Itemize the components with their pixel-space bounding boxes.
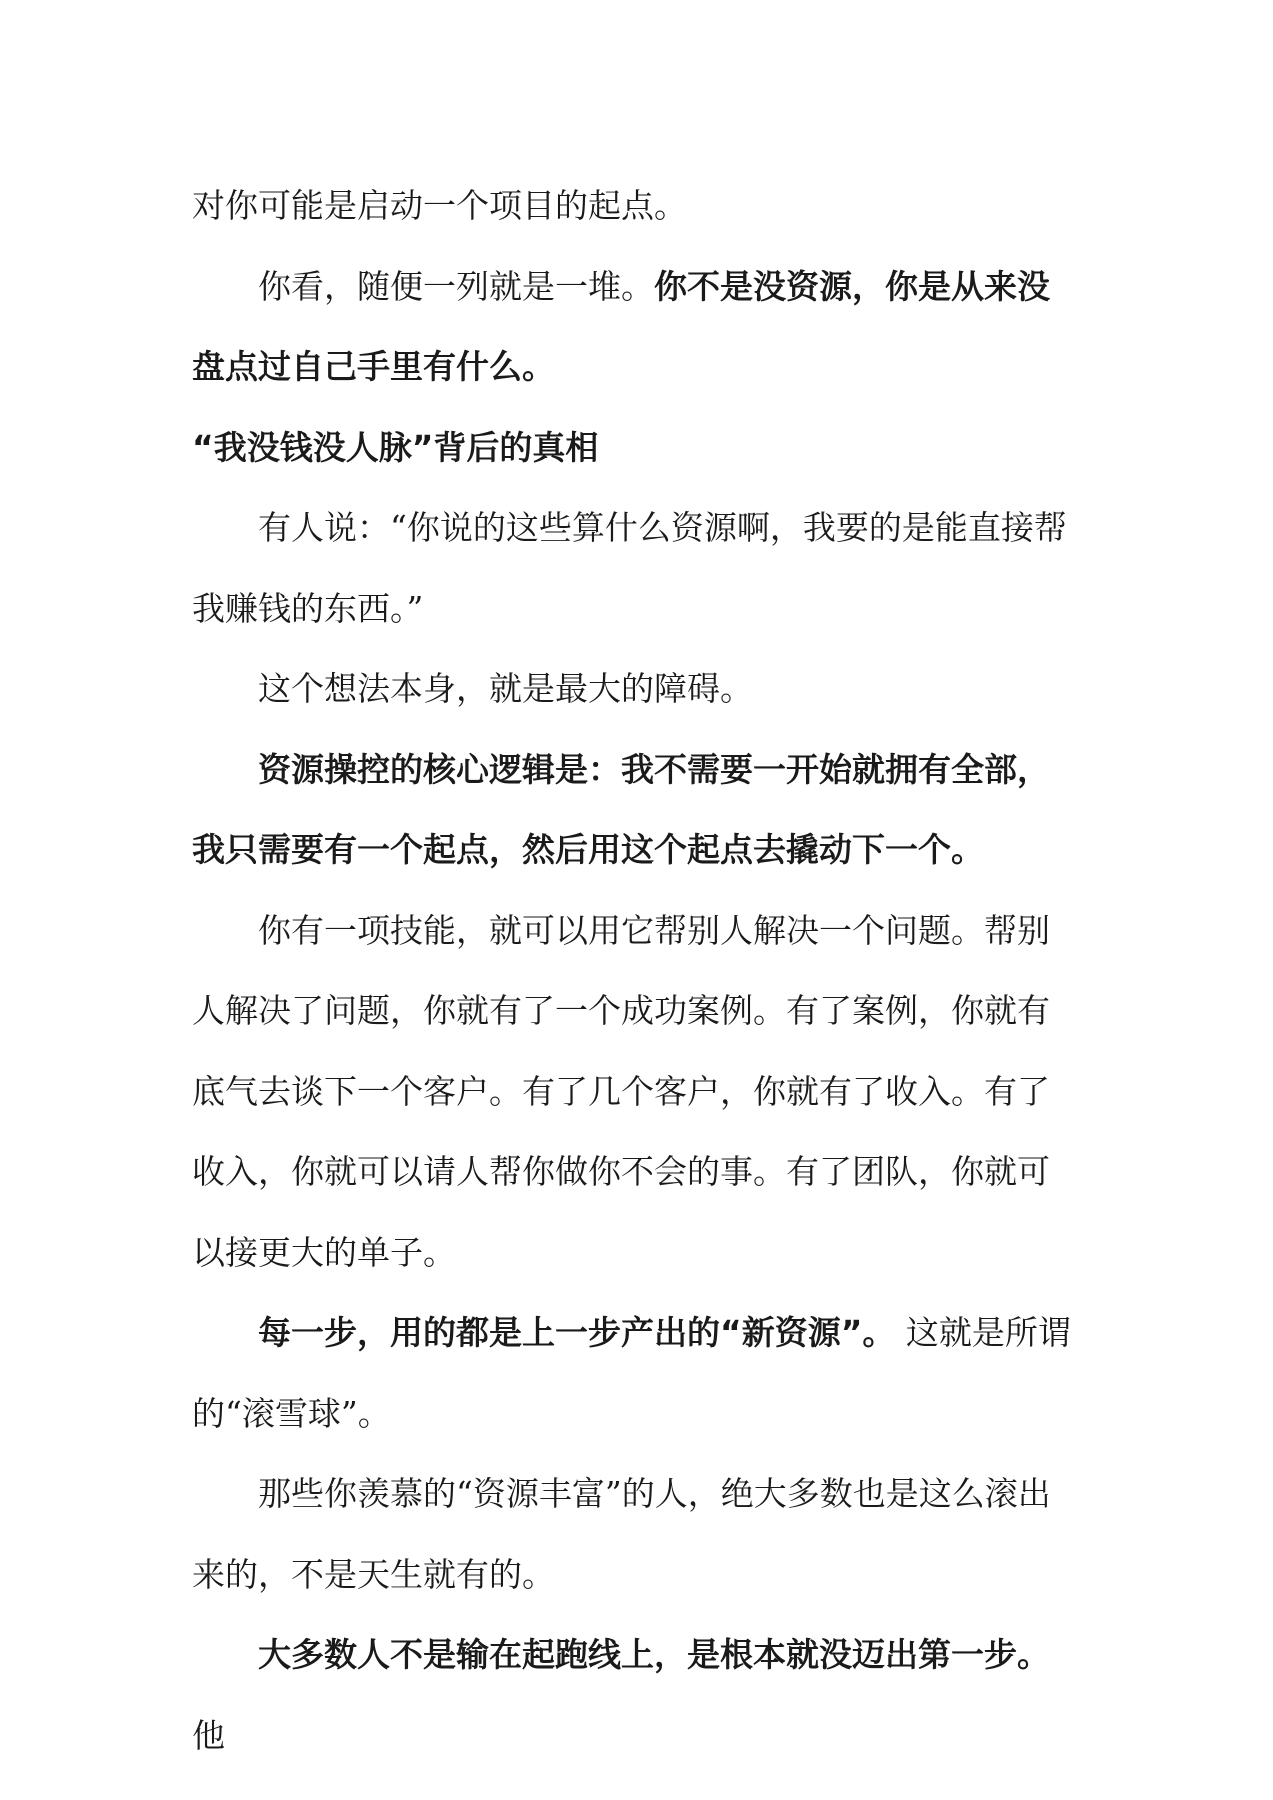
paragraph-inventory bbox=[192, 247, 1082, 408]
paragraph-core-logic bbox=[192, 730, 1082, 891]
paragraph-chain bbox=[192, 891, 1082, 1294]
paragraph-text: 这就是所谓的“滚雪球”。 bbox=[192, 1313, 1071, 1433]
section-heading bbox=[192, 408, 1082, 489]
paragraph-snowball bbox=[192, 1293, 1082, 1454]
paragraph-text: 你有一项技能，就可以用它帮别人解决一个问题。帮别人解决了问题，你就有了一个成功案例。有了案例，你就有底气去谈下一个客户。有了几个客户，你就有了收入。有了收入，你就可以请人帮你做你不会的事。有了团队，你就可以接更大的单子。 bbox=[192, 910, 1050, 1272]
paragraph-text: 你看，随便一列就是一堆。 bbox=[258, 266, 654, 306]
paragraph-text: 那些你羡慕的“资源丰富”的人，绝大多数也是这么滚出来的，不是天生就有的。 bbox=[192, 1474, 1051, 1594]
paragraph-start-point bbox=[192, 166, 1082, 247]
paragraph-obstacle bbox=[192, 649, 1082, 730]
paragraph-text: 这个想法本身，就是最大的障碍。 bbox=[258, 669, 753, 708]
heading-text: “我没钱没人脉”背后的真相 bbox=[192, 427, 599, 467]
paragraph-text: 对你可能是启动一个项目的起点。 bbox=[192, 186, 687, 225]
paragraph-quote bbox=[192, 488, 1082, 649]
paragraph-text: 有人说：“你说的这些算什么资源啊，我要的是能直接帮我赚钱的东西。” bbox=[192, 508, 1067, 628]
paragraph-first-step bbox=[192, 1615, 1082, 1776]
emphasis-text: 资源操控的核心逻辑是：我不需要一开始就拥有全部，我只需要有一个起点，然后用这个起点去撬动下一个。 bbox=[192, 749, 1050, 869]
emphasis-text: 你不是没资源，你是从来没盘点过自己手里有什么。 bbox=[192, 266, 1050, 386]
document-body bbox=[192, 166, 1082, 1776]
emphasis-text: 大多数人不是输在起跑线上，是根本就没迈出第一步。 bbox=[258, 1635, 1050, 1674]
paragraph-envy bbox=[192, 1454, 1082, 1615]
emphasis-text: 每一步，用的都是上一步产出的“新资源”。 bbox=[258, 1313, 896, 1352]
paragraph-text: 他 bbox=[192, 1715, 225, 1755]
